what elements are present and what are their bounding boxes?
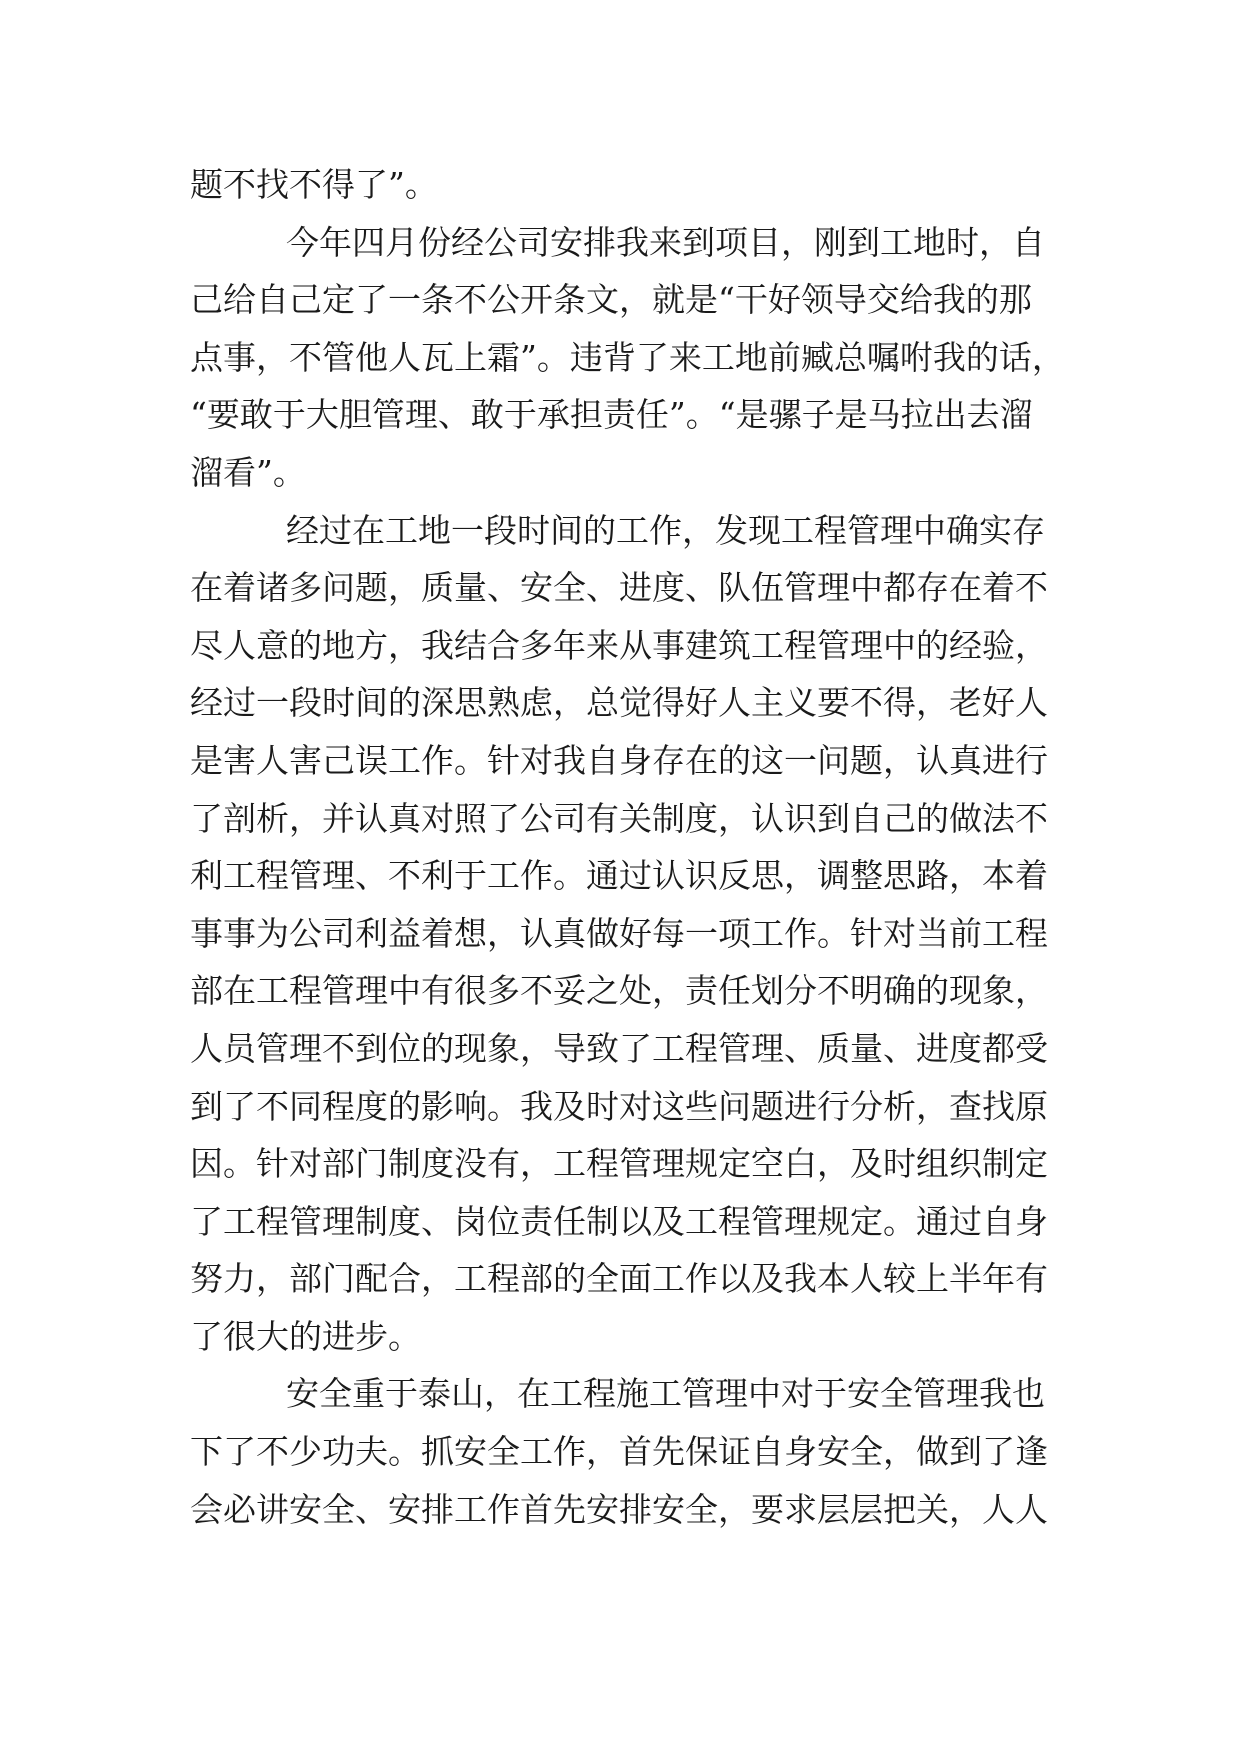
document-body [190, 156, 1065, 1538]
text-line: 人员管理不到位的现象，导致了工程管理、质量、进度都受 [190, 1028, 1048, 1068]
text-line: 溜看”。 [190, 452, 306, 492]
text-line: 下了不少功夫。抓安全工作，首先保证自身安全，做到了逢 [190, 1432, 1048, 1472]
text-line: 了工程管理制度、岗位责任制以及工程管理规定。通过自身 [190, 1201, 1048, 1241]
text-line: 事事为公司利益着想，认真做好每一项工作。针对当前工程 [190, 913, 1048, 953]
text-line: 经过一段时间的深思熟虑，总觉得好人主义要不得，老好人 [190, 683, 1048, 723]
text-line: 在着诸多问题，质量、安全、进度、队伍管理中都存在着不 [190, 568, 1048, 608]
text-line: 是害人害己误工作。针对我自身存在的这一问题，认真进行 [190, 740, 1048, 780]
text-line: 因。针对部门制度没有，工程管理规定空白，及时组织制定 [190, 1144, 1048, 1184]
text-line: 了剖析，并认真对照了公司有关制度，认识到自己的做法不 [190, 798, 1048, 838]
paragraph-first-line: 经过在工地一段时间的工作，发现工程管理中确实存 [286, 510, 1045, 550]
text-line: 到了不同程度的影响。我及时对这些问题进行分析，查找原 [190, 1086, 1048, 1126]
paragraph-first-line: 今年四月份经公司安排我来到项目，刚到工地时，自 [286, 222, 1045, 262]
text-line: 会必讲安全、安排工作首先安排安全，要求层层把关，人人 [190, 1489, 1048, 1529]
paragraph-first-line: 安全重于泰山，在工程施工管理中对于安全管理我也 [286, 1374, 1045, 1414]
text-line: 利工程管理、不利于工作。通过认识反思，调整思路，本着 [190, 856, 1048, 896]
text-line: 努力，部门配合，工程部的全面工作以及我本人较上半年有 [190, 1259, 1048, 1299]
text-line: 了很大的进步。 [190, 1316, 421, 1356]
text-line: 部在工程管理中有很多不妥之处，责任划分不明确的现象， [190, 971, 1048, 1011]
text-line: 点事，不管他人瓦上霜”。违背了来工地前臧总嘱咐我的话， [190, 337, 1065, 377]
text-line: 尽人意的地方，我结合多年来从事建筑工程管理中的经验， [190, 625, 1048, 665]
text-line: “要敢于大胆管理、敢于承担责任”。“是骡子是马拉出去溜 [190, 395, 1033, 435]
text-line: 己给自己定了一条不公开条文，就是“干好领导交给我的那 [190, 280, 1032, 320]
text-line: 题不找不得了”。 [190, 165, 438, 204]
